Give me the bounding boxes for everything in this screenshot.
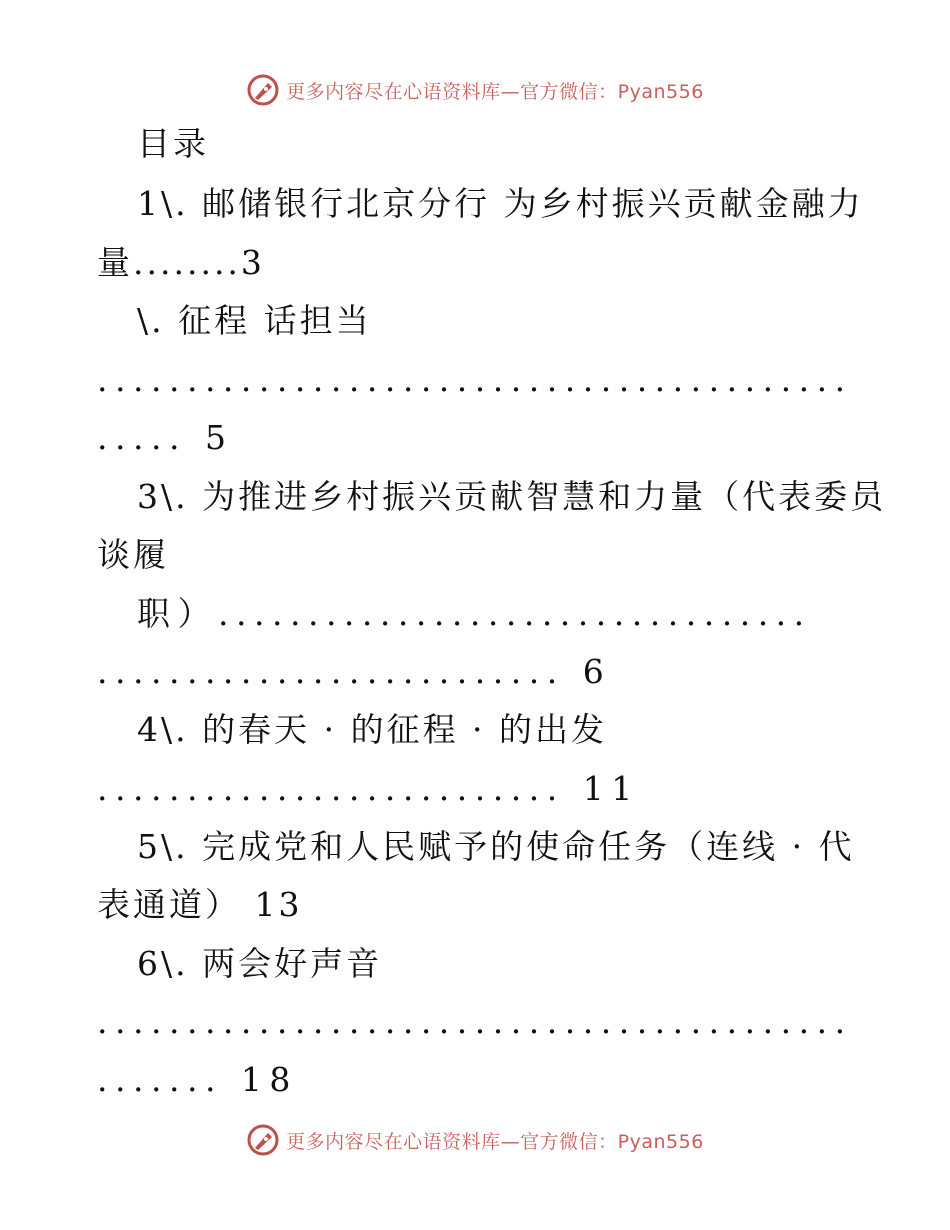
toc-line: 3\. 为推进乡村振兴贡献智慧和力量（代表委员 bbox=[137, 477, 887, 516]
toc-line: .......................... 11 bbox=[97, 769, 640, 808]
banner-text: 更多内容尽在心语资料库—官方微信：Pyan556 bbox=[286, 1130, 704, 1153]
pen-nib-logo-icon bbox=[246, 1123, 280, 1157]
footer-banner bbox=[0, 1120, 950, 1160]
toc-line: 职）................................. bbox=[137, 594, 812, 633]
header-banner bbox=[0, 70, 950, 110]
toc-line: ....... 18 bbox=[97, 1060, 298, 1099]
toc-line: 表通道） 13 bbox=[97, 885, 303, 924]
toc-line: 量........3 bbox=[97, 243, 265, 282]
toc-line: 1\. 邮储银行北京分行 为乡村振兴贡献金融力 bbox=[137, 184, 864, 223]
pen-nib-logo-icon bbox=[246, 73, 280, 107]
toc-line: .......................................... bbox=[97, 1002, 853, 1041]
toc-line: 谈履 bbox=[97, 535, 169, 574]
toc-line: 5\. 完成党和人民赋予的使命任务（连线 · 代 bbox=[137, 827, 855, 866]
toc-heading: 目录 bbox=[137, 124, 209, 163]
toc-line: .......................................... bbox=[97, 360, 853, 399]
toc-line: 4\. 的春天 · 的征程 · 的出发 bbox=[137, 710, 608, 749]
toc-line: ..... 5 bbox=[97, 418, 234, 457]
toc-line: \. 征程 话担当 bbox=[137, 301, 372, 340]
toc-line: .......................... 6 bbox=[97, 652, 612, 691]
toc-line: 6\. 两会好声音 bbox=[137, 944, 383, 983]
banner-text: 更多内容尽在心语资料库—官方微信：Pyan556 bbox=[286, 80, 704, 103]
